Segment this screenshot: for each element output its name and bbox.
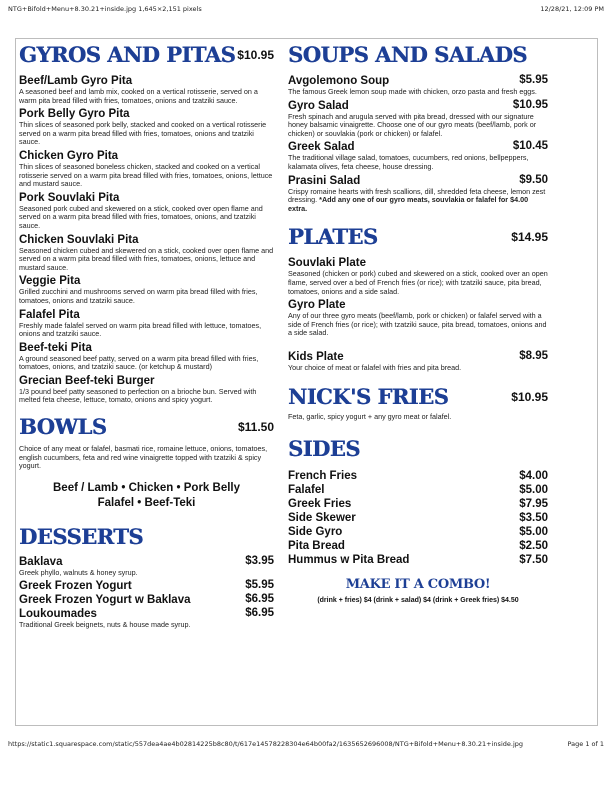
menu-item: [19, 579, 274, 593]
item-description: Freshly made falafel served on warm pita bread filled with lettuce, tomatoes, onions and tzatziki sauce.: [19, 320, 262, 339]
item-name: Pork Belly Gyro Pita: [19, 108, 130, 121]
item-description: Thin slices of seasoned pork belly, stacked and cooked on a vertical rotisserie served on a warm pita bread filled with fries, tomatoes, onions and tzatziki sauce.: [19, 120, 267, 147]
fries-section-price: $10.95: [511, 389, 548, 404]
side-item: [288, 497, 548, 511]
item-name: Baklava: [19, 555, 63, 568]
item-description: A seasoned beef and lamb mix, cooked on a vertical rotisserie, served on a warm pita bread filled with fries, tomatoes, onions and tzatziki sauce.: [19, 87, 258, 105]
item-price: $5.95: [245, 579, 274, 592]
bowls-section-title: BOWLS: [19, 414, 107, 440]
menu-item: [288, 99, 548, 139]
print-header-timestamp: 12/28/21, 12:09 PM: [540, 5, 604, 13]
menu-item: [288, 74, 548, 97]
menu-item: [288, 350, 548, 373]
menu-item: [288, 140, 548, 171]
item-price: $8.95: [519, 349, 548, 362]
menu-item: [19, 274, 274, 305]
side-item-price: $4.00: [519, 470, 548, 483]
item-name: Gyro Salad: [288, 99, 349, 112]
item-name: Chicken Souvlaki Pita: [19, 233, 139, 246]
side-item-name: Side Gyro: [288, 526, 343, 539]
side-item-name: French Fries: [288, 470, 358, 483]
item-name: Greek Frozen Yogurt w Baklava: [19, 594, 191, 607]
item-description: Grilled zucchini and mushrooms served on warm pita bread filled with fries, tomatoes, onions and tzatziki sauce.: [19, 287, 258, 305]
gyros-section-price: $10.95: [237, 48, 274, 62]
gyros-section-title: GYROS AND PITAS: [19, 42, 236, 67]
print-header: [8, 5, 604, 17]
menu-item: [19, 555, 274, 578]
fries-section-header: [288, 385, 548, 413]
item-description-text: Crispy romaine hearts with fresh scallions, dill, shredded feta cheese, lemon zest dressing.: [288, 186, 546, 205]
side-item-price: $7.50: [519, 554, 548, 567]
print-footer-page-number: Page 1 of 1: [567, 740, 604, 748]
side-item: [288, 469, 548, 483]
menu-right-column: [288, 43, 548, 605]
side-item-name: Falafel: [288, 484, 325, 497]
side-item-name: Pita Bread: [288, 540, 345, 553]
item-price: $10.45: [512, 140, 548, 153]
item-name: Beef-teki Pita: [19, 341, 92, 354]
desserts-section-title: DESSERTS: [19, 523, 143, 549]
side-item: [288, 539, 548, 553]
item-name: Pork Souvlaki Pita: [19, 191, 120, 204]
item-name: Chicken Gyro Pita: [19, 149, 119, 162]
plates-section-title: PLATES: [288, 224, 378, 250]
item-description: A ground seasoned beef patty, served on a warm pita bread filled with fries, tomatoes, onions, and tzatziki sauce. (or ketchup & mustard): [19, 353, 259, 372]
menu-item: [19, 308, 274, 339]
item-price: $9.50: [519, 173, 548, 186]
combo-title: MAKE IT A COMBO!: [345, 577, 491, 593]
item-description: Any of our three gyro meats (beef/lamb, pork or chicken) or falafel served with a side of French fries (or rice); with tzatziki sauce, pita bread, tomatoes, onions and a side salad.: [288, 311, 547, 338]
bowls-section-price: $11.50: [237, 420, 274, 435]
item-description: 1/3 pound beef patty seasoned to perfection on a brioche bun. Served with melted feta cheese, lettuce, tomato, onions and spicy yogurt.: [19, 386, 257, 405]
side-item-price: $2.50: [519, 540, 548, 553]
menu-item: [19, 341, 274, 372]
item-description: Fresh spinach and arugula served with pita bread, dressed with our signature honey balsamic vinaigrette. Choose one of our gyro meats (beef/lamb, pork or chicken) or souvlakia (pork or chicken) or falafel.: [288, 111, 537, 138]
menu-item: [288, 298, 548, 338]
fries-description: Feta, garlic, spicy yogurt + any gyro meat or falafel.: [288, 411, 452, 421]
sides-section-title: SIDES: [288, 436, 360, 462]
side-item-price: $5.00: [519, 484, 548, 497]
item-description: [288, 188, 548, 214]
side-item: [288, 511, 548, 525]
item-description: Thin slices of seasoned boneless chicken, stacked and cooked on a vertical rotisserie served on a warm pita bread filled with fries, tomatoes, onions, lettuce and mustard sauce.: [19, 161, 273, 189]
item-price: $6.95: [245, 607, 274, 620]
menu-item: [19, 233, 274, 273]
item-description: Traditional Greek beignets, nuts & house made syrup.: [19, 620, 191, 630]
menu-item: [288, 256, 548, 296]
side-item: [288, 525, 548, 539]
soups-section-title: SOUPS AND SALADS: [288, 42, 527, 67]
side-item-name: Side Skewer: [288, 512, 356, 525]
menu-item: [19, 607, 274, 630]
item-description: Seasoned pork cubed and skewered on a stick, cooked over open flame and served on a warm pita bread filled with fries, tomatoes, onions, and tzatziki sauce.: [19, 203, 263, 230]
menu-item: [19, 74, 274, 105]
menu-page: [15, 38, 598, 726]
side-item-name: Hummus w Pita Bread: [288, 554, 410, 567]
menu-item: [288, 174, 548, 214]
side-item-price: $5.00: [519, 526, 548, 539]
item-price: $3.95: [245, 554, 274, 567]
print-header-filename: NTG+Bifold+Menu+8.30.21+inside.jpg 1,645×2,151 pixels: [8, 5, 202, 13]
side-item: [288, 553, 548, 567]
menu-left-column: [19, 43, 274, 632]
sides-section-header: [288, 437, 548, 465]
desserts-section-header: [19, 525, 274, 553]
bowls-choices-line: Beef / Lamb • Chicken • Pork Belly: [53, 481, 240, 494]
menu-item: [19, 107, 274, 147]
combo-description: (drink + fries) $4 (drink + salad) $4 (drink + Greek fries) $4.50: [317, 597, 519, 605]
bowls-section-header: [19, 415, 274, 443]
menu-item: [19, 374, 274, 405]
menu-item: [19, 149, 274, 189]
item-name: Prasini Salad: [288, 174, 361, 187]
menu-item: [19, 593, 274, 607]
side-item-name: Greek Fries: [288, 498, 352, 511]
item-description: Seasoned chicken cubed and skewered on a stick, cooked over open flame and served on a warm pita bread filled with fries, tomatoes, onions, lettuce and mustard sauce.: [19, 245, 274, 272]
item-description-addon: *Add any one of our gyro meats, souvlakia or falafel for $4.00 extra.: [288, 195, 529, 213]
side-item-price: $3.50: [519, 512, 548, 525]
soups-section-header: [288, 43, 548, 71]
item-name: Veggie Pita: [19, 275, 81, 288]
item-price: $6.95: [245, 593, 274, 606]
item-description: Greek phyllo, walnuts & honey syrup.: [19, 567, 138, 577]
item-name: Avgolemono Soup: [288, 75, 390, 87]
item-name: Greek Salad: [288, 141, 355, 154]
item-description: The traditional village salad, tomatoes, cucumbers, red onions, bellpeppers, kalamata olives, feta cheese, house dressing.: [288, 153, 529, 171]
item-name: Gyro Plate: [288, 299, 346, 312]
item-description: Your choice of meat or falafel with fries and pita bread.: [288, 362, 462, 372]
item-description: Seasoned (chicken or pork) cubed and skewered on a stick, cooked over an open flame, served over a bed of French fries (or rice); with tzatziki sauce, pita bread, tomatoes, onions and a side salad.: [288, 269, 548, 296]
item-name: Souvlaki Plate: [288, 257, 366, 270]
item-name: Beef/Lamb Gyro Pita: [19, 75, 133, 87]
bowls-choices-line: Falafel • Beef-Teki: [97, 496, 196, 509]
plates-section-header: [288, 225, 548, 253]
print-footer-url: https://static1.squarespace.com/static/557dea4ae4b02814225b8c80/t/617e14578228304e64b00fa2/1635652696008/NTG+Bifold+Menu+8.30.21+inside.jpg: [8, 740, 523, 748]
fries-section-title: NICK'S FRIES: [288, 383, 449, 409]
item-name: Greek Frozen Yogurt: [19, 580, 132, 593]
item-name: Kids Plate: [288, 350, 344, 363]
item-name: Loukoumades: [19, 608, 97, 621]
side-item: [288, 483, 548, 497]
item-price: $5.95: [519, 74, 548, 86]
item-name: Grecian Beef-teki Burger: [19, 374, 155, 387]
item-name: Falafel Pita: [19, 308, 80, 321]
plates-section-price: $14.95: [511, 230, 548, 245]
bowls-description: Choice of any meat or falafel, basmati rice, romaine lettuce, onions, tomatoes, english cucumbers, feta and red wine vinaigrette topped with tzatziki & spicy yogurt.: [19, 444, 268, 471]
gyros-section-header: [19, 43, 274, 71]
item-price: $10.95: [512, 98, 548, 111]
menu-item: [19, 191, 274, 231]
side-item-price: $7.95: [519, 498, 548, 511]
item-description: The famous Greek lemon soup made with chicken, orzo pasta and fresh eggs.: [288, 87, 537, 96]
print-footer: [8, 740, 604, 752]
